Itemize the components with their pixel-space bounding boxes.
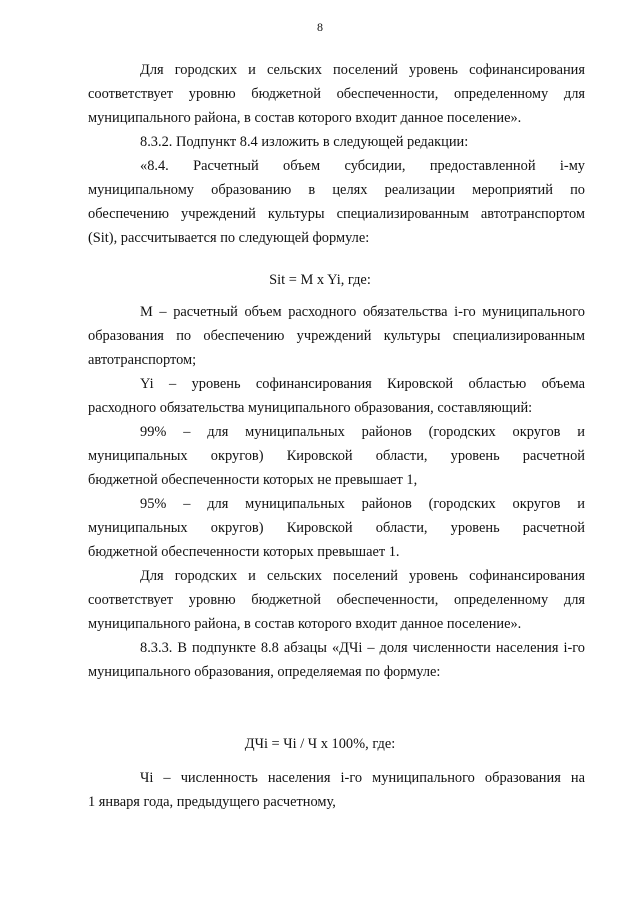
paragraph-line: 1 января года, предыдущего расчетному, <box>88 794 336 810</box>
paragraph-line: расходного обязательства муниципального образования, составляющий: <box>88 400 533 416</box>
paragraph-line: муниципальному образованию в целях реализации мероприятий по <box>88 182 585 198</box>
paragraph-line: Чi – численность населения i-го муниципального образования на <box>140 770 585 786</box>
paragraph-line: Для городских и сельских поселений уровень софинансирования <box>140 62 585 78</box>
paragraph-line: M – расчетный объем расходного обязательства i-го муниципального <box>140 304 585 320</box>
paragraph-line: соответствует уровню бюджетной обеспеченности, определенному для <box>88 86 585 102</box>
paragraph-line: муниципального образования, определяемая по формуле: <box>88 664 441 680</box>
paragraph-line: муниципального района, в состав которого входит данное поселение». <box>88 110 522 126</box>
paragraph-line: соответствует уровню бюджетной обеспеченности, определенному для <box>88 592 585 608</box>
paragraph-line: муниципальных округов) Кировской области, уровень расчетной <box>88 520 585 536</box>
paragraph-line: Для городских и сельских поселений уровень софинансирования <box>140 568 585 584</box>
paragraph-line: бюджетной обеспеченности которых не превышает 1, <box>88 472 418 488</box>
paragraph-line: 95% – для муниципальных районов (городских округов и <box>140 496 585 512</box>
paragraph-line: 99% – для муниципальных районов (городских округов и <box>140 424 585 440</box>
paragraph-line: обеспечению учреждений культуры специализированным автотранспортом <box>88 206 585 222</box>
paragraph-line: 8.3.2. Подпункт 8.4 изложить в следующей редакции: <box>140 134 469 150</box>
paragraph-line: автотранспортом; <box>88 352 197 368</box>
text-block-3 <box>88 766 585 814</box>
text-block-2 <box>88 300 585 684</box>
paragraph-line: Yi – уровень софинансирования Кировской областью объема <box>140 376 585 392</box>
paragraph-line: 8.3.3. В подпункте 8.8 абзацы «ДЧi – доля численности населения i-го <box>140 640 585 656</box>
paragraph-line: муниципальных округов) Кировской области, уровень расчетной <box>88 448 585 464</box>
paragraph-line: образования по обеспечению учреждений культуры специализированным <box>88 328 585 344</box>
paragraph-line: «8.4. Расчетный объем субсидии, предоставленной i-му <box>140 158 585 174</box>
page-number: 8 <box>317 20 323 34</box>
paragraph-line: бюджетной обеспеченности которых превышает 1. <box>88 544 400 560</box>
paragraph-line: муниципального района, в состав которого входит данное поселение». <box>88 616 522 632</box>
formula-sit: Sit = M x Yi, где: <box>269 272 371 288</box>
text-block-1 <box>88 58 585 250</box>
paragraph-line: (Sit), рассчитывается по следующей формуле: <box>88 230 370 246</box>
formula-dchi: ДЧi = Чi / Ч х 100%, где: <box>244 736 396 752</box>
